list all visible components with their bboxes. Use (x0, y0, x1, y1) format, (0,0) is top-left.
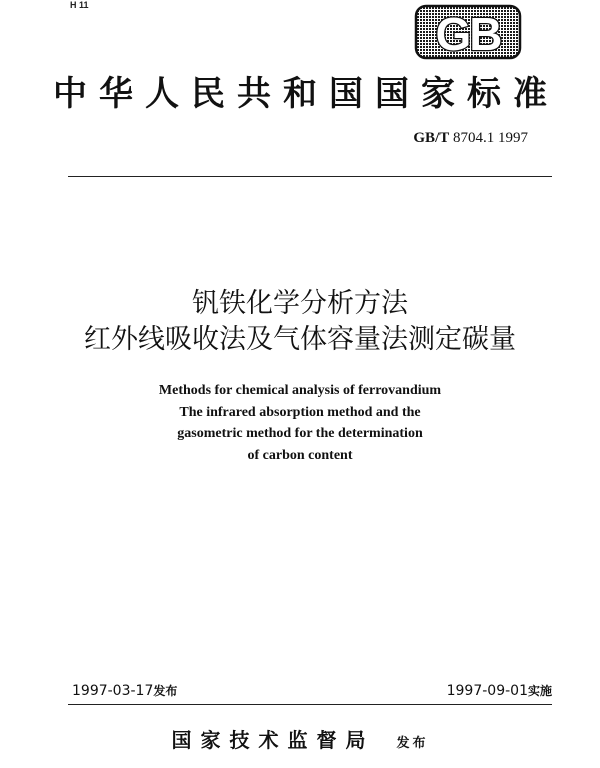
standard-year: 1997 (498, 130, 528, 146)
implementation-date-value: 1997-09-01 (446, 683, 528, 699)
standard-number-value: 8704.1 (453, 130, 495, 146)
english-title-line: Methods for chemical analysis of ferrovandium (158, 383, 442, 398)
publisher (0, 724, 600, 753)
classification-code: H 11 (70, 0, 89, 10)
standard-code: GB/T (413, 130, 450, 146)
publisher-label: 发布 (396, 736, 429, 751)
issue-date-value: 1997-03-17 (72, 683, 154, 699)
english-title-line: gasometric method for the determination (177, 426, 423, 441)
chinese-title-line-1: 钒铁化学分析方法 (192, 288, 408, 319)
implementation-label: 实施 (527, 684, 552, 698)
implementation-date (447, 682, 552, 699)
english-title-line: The infrared absorption method and the (179, 404, 421, 420)
standard-number (413, 130, 528, 147)
issue-label: 发布 (153, 684, 178, 698)
english-title-line: of carbon content (247, 447, 353, 463)
publisher-name: 国家技术监督局 (171, 728, 375, 752)
logo-text: GB (435, 8, 501, 60)
standard-category-title: 中华人民共和国国家标准 (53, 74, 559, 114)
chinese-title-line-2: 红外线吸收法及气体容量法测定碳量 (84, 324, 516, 355)
bottom-divider (68, 704, 552, 705)
issue-date (72, 682, 177, 699)
top-divider (68, 176, 552, 177)
gb-logo (414, 4, 522, 60)
english-title (0, 380, 600, 466)
